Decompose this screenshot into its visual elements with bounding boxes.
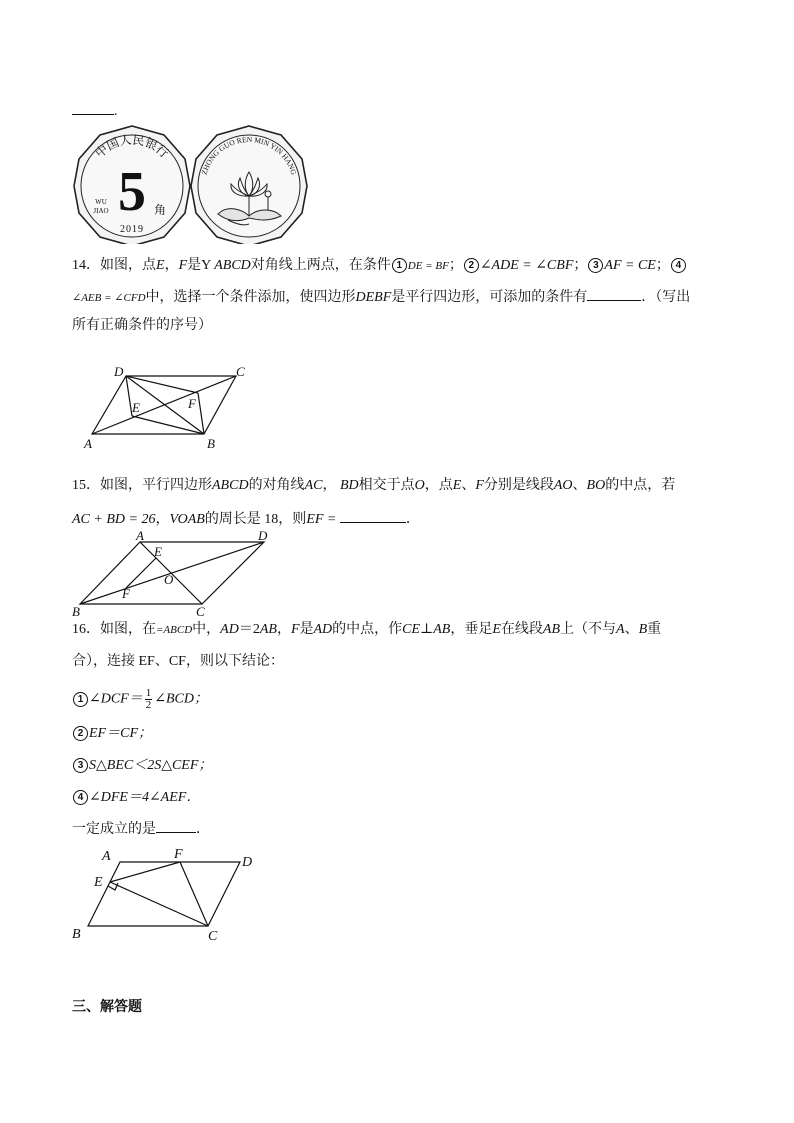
label-B: B [72,927,81,942]
q16-statement-4: 4 ∠DFE＝4∠AEF． [72,788,200,808]
label-F: F [174,847,183,862]
condition-3-marker: 3 [588,258,603,273]
label-C: C [196,604,205,618]
q14-answer-blank[interactable] [587,286,641,301]
q14-line-1: 14．如图，点E，F是Y ABCD对角线上两点，在条件 1 DE = BF； 2 ∠ADE = ∠CBF； 3 AF = CE； 4 [72,256,687,276]
q16-figure [68,846,268,946]
coin-pinyin-1: WU [95,198,107,206]
label-E: E [94,875,103,890]
q15-answer-blank[interactable] [340,508,406,523]
coin-front [74,126,190,244]
label-D: D [258,528,268,543]
q16-line-2: 合），连接 EF、CF，则以下结论： [72,654,284,669]
q14-figure [80,360,260,452]
label-E: E [154,544,162,559]
fraction-one-half: $\frac{1}{2}$ [145,687,152,711]
q16-statement-1: 1 ∠DCF＝ $\frac{1}{2}$ ∠BCD； [72,688,208,711]
label-B: B [207,436,215,451]
q16-conclusion: 一定成立的是 ． [72,818,210,840]
q16-statement-3: 3 S△BEC＜2S△CEF； [72,756,212,776]
label-D: D [242,855,253,870]
q14-line-2: ∠AEB = ∠CFD中，选择一个条件添加，使四边形DEBF是平行四边形，可添加的条件有 ．（写出 [72,286,690,308]
coin-front-arc-text: 中国人民银行 [92,132,172,161]
coin-pinyin-2: JIAO [93,207,109,215]
q15-line-1: 15．如图，平行四边形ABCD的对角线AC， BD相交于点O，点E、F分别是线段AO、BO的中点，若 [72,478,676,493]
condition-2-marker: 2 [464,258,479,273]
previous-answer-line: . [72,100,118,122]
label-E: E [132,400,140,415]
label-A: A [102,849,111,864]
q16-statement-2: 2 EF＝CF； [72,724,152,744]
label-F: F [122,586,130,601]
coin-back [191,126,307,244]
label-F: F [188,396,196,411]
section-heading: 三、解答题 [72,998,142,1014]
coin-unit: 角 [154,203,167,217]
condition-4-marker: 4 [671,258,686,273]
q14-line-3: 所有正确条件的序号） [72,318,212,333]
label-O: O [164,572,174,587]
coin-year: 2019 [120,224,144,235]
label-A: A [136,528,144,543]
coin-back-arc-text: ZHONG GUO REN MIN YIN HANG [199,134,299,176]
q16-answer-blank[interactable] [156,818,196,833]
label-D: D [114,364,124,379]
q15-line-2: AC + BD = 26，VOAB的周长是 18，则EF = ． [72,508,420,530]
label-C: C [208,929,218,944]
q15-figure [68,528,278,618]
label-B: B [72,604,80,618]
answer-blank [72,100,114,115]
label-C: C [236,364,245,379]
coin-numeral: 5 [118,161,146,223]
q16-line-1: 16．如图，在=ABCD中，AD＝2AB，F是AD的中点，作CE⊥AB，垂足E在线段AB上（不与A、B重 [72,622,662,637]
label-A: A [84,436,92,451]
condition-1-marker: 1 [392,258,407,273]
coin-images [68,124,318,244]
